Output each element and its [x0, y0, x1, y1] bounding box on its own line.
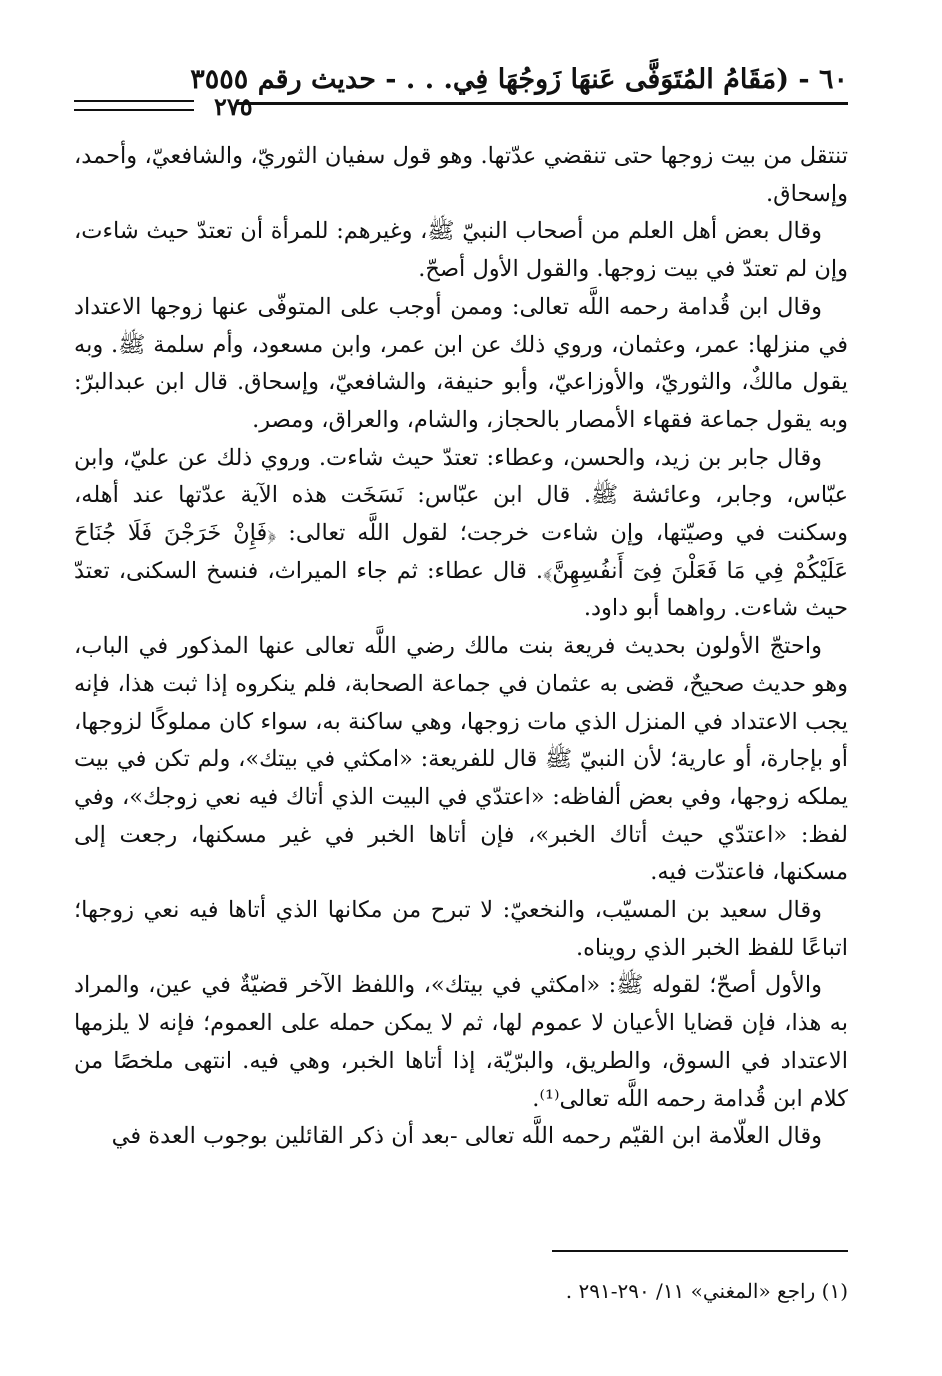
paragraph: والأول أصحّ؛ لقوله ﷺ: «امكثي في بيتك»، واللفظ الآخر قضيّةٌ في عين، والمراد به هذا، فإن قضايا الأعيان لا عموم لها، ثم لا يمكن حمله على العموم؛ فإنه لا يلزمها الاعتداد في السوق، والطريق، والبرّيّة، إذا أتاها الخبر، وهي فيه. انتهى ملخصًا من كلام ابن قُدامة رحمه اللَّه تعالى⁽¹⁾. — [74, 972, 848, 1112]
page-header — [74, 62, 848, 121]
footnote: (١) راجع «المغني» ١١/ ٢٩٠-٢٩١ . — [565, 1279, 848, 1303]
paragraph: وقال بعض أهل العلم من أصحاب النبيّ ﷺ، وغيرهم: للمرأة أن تعتدّ حيث شاءت، وإن لم تعتدّ في بيت زوجها. والقول الأول أصحّ. — [74, 218, 848, 283]
footnote-separator — [552, 1250, 848, 1252]
paragraph: تنتقل من بيت زوجها حتى تنقضي عدّتها. وهو قول سفيان الثوريّ، والشافعيّ، وأحمد، وإسحاق. — [74, 143, 848, 207]
paragraph: وقال العلّامة ابن القيّم رحمه اللَّه تعالى -بعد أن ذكر القائلين بوجوب العدة في — [111, 1123, 822, 1150]
main-text — [74, 138, 848, 1156]
paragraph: واحتجّ الأولون بحديث فريعة بنت مالك رضي اللَّه تعالى عنها المذكور في الباب، وهو حديث صحيحٌ، قضى به عثمان في جماعة الصحابة، فلم ينكروه إذا ثبت هذا، فإنه يجب الاعتداد في المنزل الذي مات زوجها، وهي ساكنة به، سواء كان مملوكًا لزوجها، أو بإجارة، أو عارية؛ لأن النبيّ ﷺ قال للفريعة: «امكثي في بيتك»، ولم تكن في بيت يملكه زوجها، وفي بعض ألفاظه: «اعتدّي في البيت الذي أتاك فيه نعي زوجك»، وفي لفظ: «اعتدّي حيث أتاك الخبر»، فإن أتاها الخبر في غير مسكنها، رجعت إلى مسكنها، فاعتدّت فيه. — [74, 633, 848, 886]
paragraph: وقال سعيد بن المسيّب، والنخعيّ: لا تبرح من مكانها الذي أتاها فيه نعي زوجها؛ اتباعًا للفظ الخبر الذي رويناه. — [74, 897, 848, 961]
header-rule — [236, 102, 848, 105]
header-double-rule — [74, 100, 194, 111]
running-title: ٦٠ - (مَقَامُ المُتَوَفَّى عَنهَا زَوجُهَا فِي. . . - حديث رقم ٣٥٥٥ — [190, 64, 848, 95]
paragraph: وقال ابن قُدامة رحمه اللَّه تعالى: وممن أوجب على المتوفّى عنها زوجها الاعتداد في منزلها: عمر، وعثمان، وروي ذلك عن ابن عمر، وابن مسعود، وأم سلمة ﷺ. وبه يقول مالكٌ، والثوريّ، والأوزاعيّ، وأبو حنيفة، والشافعيّ، وإسحاق. قال ابن عبدالبرّ: وبه يقول جماعة فقهاء الأمصار بالحجاز، والشام، والعراق، ومصر. — [74, 293, 848, 433]
page-number: ٢٧٥ — [214, 92, 253, 121]
paragraph: وقال جابر بن زيد، والحسن، وعطاء: تعتدّ حيث شاءت. وروي ذلك عن عليّ، وابن عبّاس، وجابر، وعائشة ﷺ. قال ابن عبّاس: نَسَخَت هذه الآية عدّتها عند أهله، وسكنت في وصيّتها، وإن شاءت خرجت؛ لقول اللَّه تعالى: ﴿فَإِنْ خَرَجْنَ فَلَا جُنَاحَ عَلَيْكُمْ فِي مَا فَعَلْنَ فِىٓ أَنفُسِهِنَّ﴾. قال عطاء: ثم جاء الميراث، فنسخ السكنى، تعتدّ حيث شاءت. رواهما أبو داود. — [74, 444, 848, 622]
